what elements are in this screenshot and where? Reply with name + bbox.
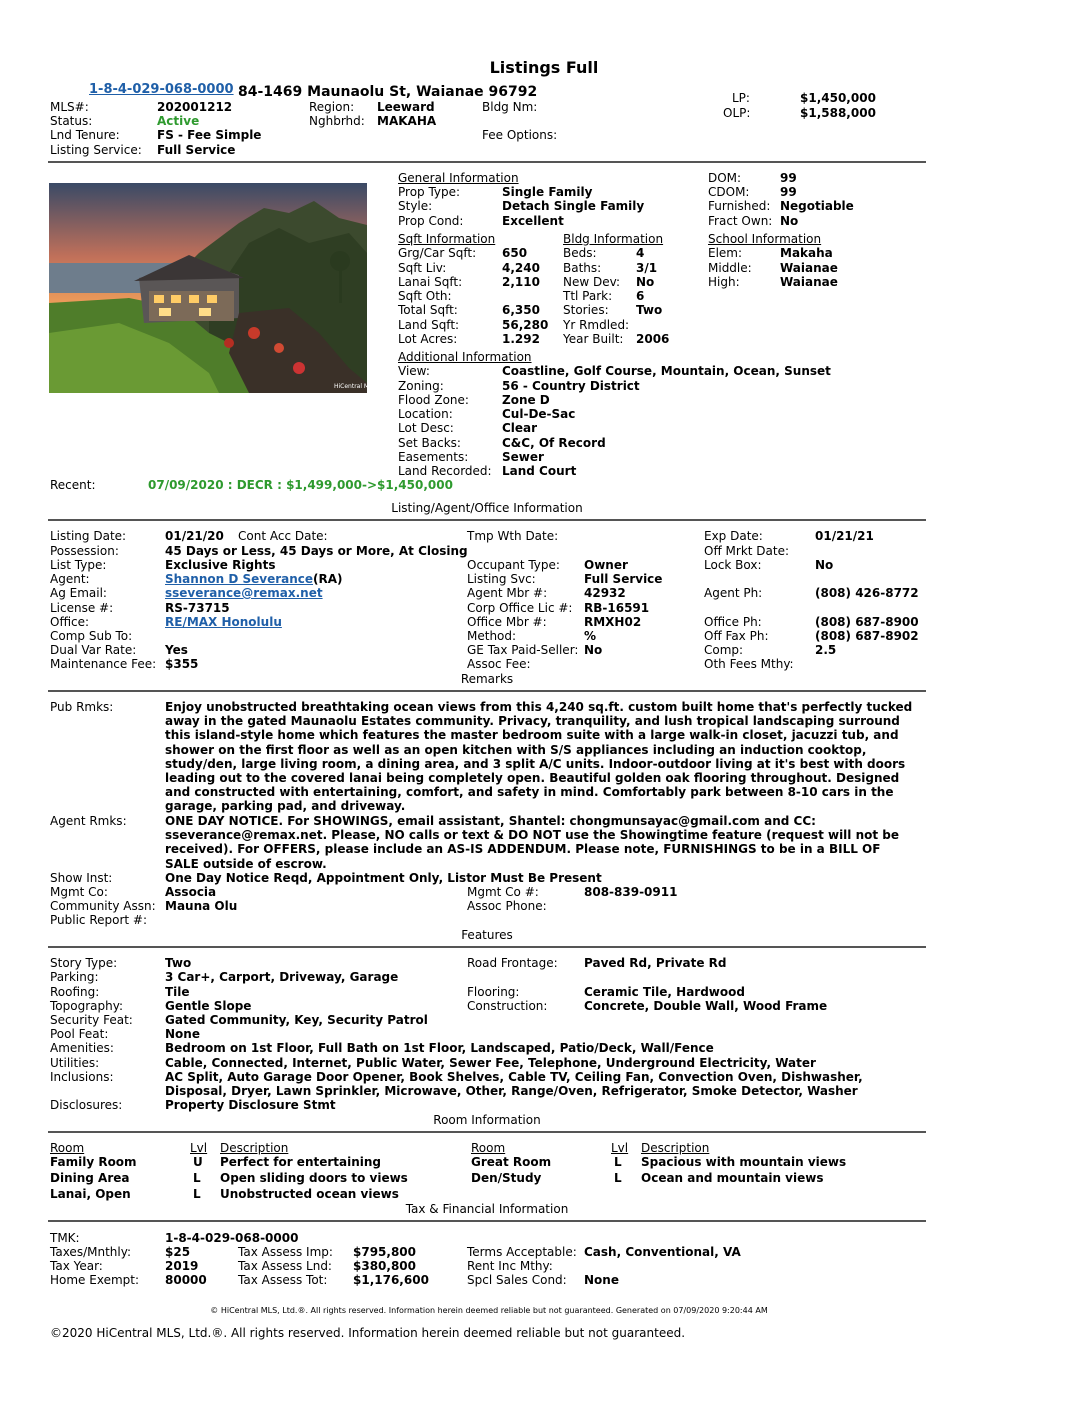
high-value: Waianae	[780, 275, 838, 289]
prop-cond-label: Prop Cond:	[398, 214, 464, 228]
general-heading: General Information	[398, 171, 519, 185]
flood-label: Flood Zone:	[398, 393, 469, 407]
fract-own-label: Fract Own:	[708, 214, 773, 228]
bldg-nm-label: Bldg Nm:	[482, 100, 538, 114]
zoning-label: Zoning:	[398, 379, 444, 393]
inclusions-value: AC Split, Auto Garage Door Opener, Book Shelves, Cable TV, Ceiling Fan, Convection Oven, Dishwasher, Disposal, Dryer, Lawn Sprinkler, Microwave, Other, Range/Oven, Refrigerator, Smoke Detector, Washer	[165, 1070, 863, 1099]
agent-mbr-value: 42932	[584, 586, 626, 600]
furnished-label: Furnished:	[708, 199, 771, 213]
office-ph-value: (808) 687-8900	[815, 615, 919, 629]
land-sqft-label: Land Sqft:	[398, 318, 460, 332]
new-dev-label: New Dev:	[563, 275, 621, 289]
mgmt-co-no-value: 808-839-0911	[584, 885, 678, 899]
lnd-tenure-value: FS - Fee Simple	[157, 128, 262, 142]
show-inst-label: Show Inst:	[50, 871, 113, 885]
possession-label: Possession:	[50, 544, 119, 558]
agent-link[interactable]: Shannon D Severance	[165, 572, 314, 586]
assess-tot-label: Tax Assess Tot:	[238, 1273, 328, 1287]
parking-label: Parking:	[50, 970, 99, 984]
furnished-value: Negotiable	[780, 199, 854, 213]
tax-year-value: 2019	[165, 1259, 199, 1273]
dom-value: 99	[780, 171, 797, 185]
rent-inc-label: Rent Inc Mthy:	[467, 1259, 553, 1273]
sqft-heading: Sqft Information	[398, 232, 496, 246]
fract-own-value: No	[780, 214, 799, 228]
office-ph-label: Office Ph:	[704, 615, 762, 629]
view-value: Coastline, Golf Course, Mountain, Ocean, Sunset	[502, 364, 831, 378]
room-name: Den/Study	[471, 1171, 542, 1185]
utilities-value: Cable, Connected, Internet, Public Water, Sewer Fee, Telephone, Underground Electricity, Water	[165, 1056, 816, 1070]
home-exempt-value: 80000	[165, 1273, 207, 1287]
mls-number: 202001212	[157, 100, 233, 114]
room-name: Lanai, Open	[50, 1187, 131, 1201]
divider	[48, 946, 926, 948]
maint-fee-value: $355	[165, 657, 199, 671]
listing-service-label: Listing Service:	[50, 143, 142, 157]
baths-value: 3/1	[636, 261, 658, 275]
office-mbr-value: RMXH02	[584, 615, 642, 629]
agent-mbr-label: Agent Mbr #:	[467, 586, 548, 600]
ge-tax-label: GE Tax Paid-Seller:	[467, 643, 579, 657]
photo-watermark: HiCentral MLS	[334, 383, 377, 390]
rooms-heading: Room Information	[433, 1113, 541, 1127]
recent-label: Recent:	[50, 478, 96, 492]
agent-label: Agent:	[50, 572, 90, 586]
listing-date-value: 01/21/20	[165, 529, 224, 543]
new-dev-value: No	[636, 275, 655, 289]
roofing-value: Tile	[165, 985, 190, 999]
stories-value: Two	[636, 303, 663, 317]
disclosures-value: Property Disclosure Stmt	[165, 1098, 336, 1112]
status-label: Status:	[50, 114, 93, 128]
prop-cond-value: Excellent	[502, 214, 564, 228]
assess-imp-label: Tax Assess Imp:	[238, 1245, 333, 1259]
community-value: Mauna Olu	[165, 899, 238, 913]
tmk-label: TMK:	[50, 1231, 80, 1245]
assess-lnd-value: $380,800	[353, 1259, 417, 1273]
story-type-value: Two	[165, 956, 192, 970]
lot-desc-label: Lot Desc:	[398, 421, 454, 435]
occupant-value: Owner	[584, 558, 628, 572]
easements-value: Sewer	[502, 450, 544, 464]
off-fax-value: (808) 687-8902	[815, 629, 919, 643]
dual-var-value: Yes	[165, 643, 188, 657]
home-exempt-label: Home Exempt:	[50, 1273, 140, 1287]
comp-value: 2.5	[815, 643, 837, 657]
divider	[48, 161, 926, 163]
land-sqft-value: 56,280	[502, 318, 549, 332]
location-label: Location:	[398, 407, 453, 421]
property-photo-image	[49, 183, 377, 393]
flooring-label: Flooring:	[467, 985, 520, 999]
land-recorded-value: Land Court	[502, 464, 577, 478]
lnd-tenure-label: Lnd Tenure:	[50, 128, 120, 142]
sqft-liv-value: 4,240	[502, 261, 540, 275]
pool-value: None	[165, 1027, 200, 1041]
page-title: Listings Full	[489, 58, 599, 77]
oth-fees-label: Oth Fees Mthy:	[704, 657, 794, 671]
middle-label: Middle:	[708, 261, 752, 275]
utilities-label: Utilities:	[50, 1056, 100, 1070]
dual-var-label: Dual Var Rate:	[50, 643, 137, 657]
assoc-fee-label: Assoc Fee:	[467, 657, 531, 671]
lanai-label: Lanai Sqft:	[398, 275, 463, 289]
dom-label: DOM:	[708, 171, 742, 185]
total-sqft-value: 6,350	[502, 303, 540, 317]
license-label: License #:	[50, 601, 114, 615]
security-label: Security Feat:	[50, 1013, 133, 1027]
room-description: Ocean and mountain views	[641, 1171, 824, 1185]
lot-desc-value: Clear	[502, 421, 538, 435]
office-label: Office:	[50, 615, 90, 629]
grg-label: Grg/Car Sqft:	[398, 246, 477, 260]
divider	[48, 519, 926, 521]
spcl-label: Spcl Sales Cond:	[467, 1273, 567, 1287]
olp-label: OLP:	[723, 106, 751, 120]
agent-rmks-label: Agent Rmks:	[50, 814, 127, 828]
ttl-park-value: 6	[636, 289, 645, 303]
taxes-value: $25	[165, 1245, 191, 1259]
comp-label: Comp:	[704, 643, 744, 657]
grg-value: 650	[502, 246, 528, 260]
flood-value: Zone D	[502, 393, 550, 407]
room-name: Dining Area	[50, 1171, 130, 1185]
lock-box-label: Lock Box:	[704, 558, 762, 572]
assess-tot-value: $1,176,600	[353, 1273, 429, 1287]
beds-label: Beds:	[563, 246, 597, 260]
security-value: Gated Community, Key, Security Patrol	[165, 1013, 428, 1027]
view-label: View:	[398, 364, 430, 378]
room-name: Family Room	[50, 1155, 137, 1169]
agent-ph-label: Agent Ph:	[704, 586, 763, 600]
tax-year-label: Tax Year:	[50, 1259, 103, 1273]
divider	[48, 1131, 926, 1133]
yr-rmdled-label: Yr Rmdled:	[563, 318, 630, 332]
cont-acc-label: Cont Acc Date:	[238, 529, 328, 543]
land-recorded-label: Land Recorded:	[398, 464, 492, 478]
road-frontage-label: Road Frontage:	[467, 956, 558, 970]
mgmt-co-no-label: Mgmt Co #:	[467, 885, 539, 899]
room-description: Open sliding doors to views	[220, 1171, 408, 1185]
comp-sub-label: Comp Sub To:	[50, 629, 133, 643]
office-mbr-label: Office Mbr #:	[467, 615, 547, 629]
mgmt-co-value: Associa	[165, 885, 217, 899]
corp-lic-label: Corp Office Lic #:	[467, 601, 573, 615]
location-value: Cul-De-Sac	[502, 407, 576, 421]
road-frontage-value: Paved Rd, Private Rd	[584, 956, 727, 970]
topography-label: Topography:	[50, 999, 123, 1013]
public-report-label: Public Report #:	[50, 913, 148, 927]
agent-suffix: (RA)	[313, 572, 343, 586]
amenities-value: Bedroom on 1st Floor, Full Bath on 1st Floor, Landscaped, Patio/Deck, Wall/Fence	[165, 1041, 714, 1055]
divider	[48, 690, 926, 692]
set-backs-label: Set Backs:	[398, 436, 461, 450]
room-level: L	[193, 1187, 201, 1201]
room-description: Spacious with mountain views	[641, 1155, 847, 1169]
exp-date-label: Exp Date:	[704, 529, 763, 543]
agent-email-link[interactable]: sseverance@remax.net	[165, 586, 323, 600]
room-col-header: Room	[50, 1141, 85, 1155]
pub-rmks-label: Pub Rmks:	[50, 700, 114, 714]
ge-tax-value: No	[584, 643, 603, 657]
prop-type-label: Prop Type:	[398, 185, 461, 199]
set-backs-value: C&C, Of Record	[502, 436, 606, 450]
disclosures-label: Disclosures:	[50, 1098, 123, 1112]
off-fax-label: Off Fax Ph:	[704, 629, 769, 643]
lot-acres-value: 1.292	[502, 332, 540, 346]
divider	[48, 1220, 926, 1222]
lvl-col-header: Lvl	[190, 1141, 208, 1155]
taxes-label: Taxes/Mnthly:	[50, 1245, 131, 1259]
room-level: L	[193, 1171, 201, 1185]
spcl-value: None	[584, 1273, 619, 1287]
elem-label: Elem:	[708, 246, 743, 260]
property-photo[interactable]	[49, 183, 377, 393]
room-col-header: Room	[471, 1141, 506, 1155]
assess-imp-value: $795,800	[353, 1245, 417, 1259]
fee-options-label: Fee Options:	[482, 128, 558, 142]
desc-col-header: Description	[220, 1141, 289, 1155]
listing-svc-label: Listing Svc:	[467, 572, 536, 586]
sqft-oth-label: Sqft Oth:	[398, 289, 452, 303]
parking-value: 3 Car+, Carport, Driveway, Garage	[165, 970, 399, 984]
list-type-value: Exclusive Rights	[165, 558, 276, 572]
stories-label: Stories:	[563, 303, 609, 317]
method-label: Method:	[467, 629, 517, 643]
style-value: Detach Single Family	[502, 199, 645, 213]
terms-label: Terms Acceptable:	[467, 1245, 577, 1259]
inclusions-label: Inclusions:	[50, 1070, 114, 1084]
footer-copyright: ©2020 HiCentral MLS, Ltd.®. All rights reserved. Information herein deemed reliable but not guaranteed.	[50, 1326, 686, 1340]
occupant-label: Occupant Type:	[467, 558, 560, 572]
public-remarks: Enjoy unobstructed breathtaking ocean views from this 4,240 sq.ft. custom built home that's perfectly tucked away in the gated Maunaolu Estates community. Privacy, tranquility, and lush tropical landscaping surround this island-style home which features the master bedroom suite with a large walk-in closet, jacuzzi tub, and shower on the first floor as well as an open kitchen with S/S appliances including an induction cooktop, study/den, large living room, a dining area, and 3 split A/C units. Indoor-outdoor living at it's best with doors leading out to the covered lanai being completely open. Beautiful golden oak flooring throughout. Designed and constructed with entertaining, comfort, and safety in mind. Comfortably park between 8-10 cars in the garage, parking pad, and driveway.	[165, 700, 913, 814]
show-inst-value: One Day Notice Reqd, Appointment Only, Listor Must Be Present	[165, 871, 602, 885]
desc-col-header: Description	[641, 1141, 710, 1155]
room-level: L	[614, 1171, 622, 1185]
year-built-label: Year Built:	[563, 332, 624, 346]
room-description: Perfect for entertaining	[220, 1155, 382, 1169]
room-description: Unobstructed ocean views	[220, 1187, 399, 1201]
roofing-label: Roofing:	[50, 985, 100, 999]
assess-lnd-label: Tax Assess Lnd:	[238, 1259, 332, 1273]
possession-value: 45 Days or Less, 45 Days or More, At Closing	[165, 544, 468, 558]
lanai-value: 2,110	[502, 275, 540, 289]
sqft-liv-label: Sqft Liv:	[398, 261, 447, 275]
features-heading: Features	[461, 928, 513, 942]
baths-label: Baths:	[563, 261, 602, 275]
maint-fee-label: Maintenance Fee:	[50, 657, 157, 671]
agent-section-heading: Listing/Agent/Office Information	[391, 501, 583, 515]
amenities-label: Amenities:	[50, 1041, 114, 1055]
mgmt-co-label: Mgmt Co:	[50, 885, 108, 899]
agent-value-wrap	[165, 572, 343, 586]
tmp-wth-label: Tmp Wth Date:	[467, 529, 559, 543]
lock-box-value: No	[815, 558, 834, 572]
listing-address: 84-1469 Maunaolu St, Waianae 96792	[238, 84, 538, 100]
prop-type-value: Single Family	[502, 185, 593, 199]
recent-value: 07/09/2020 : DECR : $1,499,000->$1,450,000	[148, 478, 453, 492]
region-value: Leeward	[377, 100, 435, 114]
off-mrkt-label: Off Mrkt Date:	[704, 544, 790, 558]
status-value: Active	[157, 114, 200, 128]
ttl-park-label: Ttl Park:	[563, 289, 613, 303]
school-heading: School Information	[708, 232, 822, 246]
beds-value: 4	[636, 246, 645, 260]
exp-date-value: 01/21/21	[815, 529, 874, 543]
high-label: High:	[708, 275, 740, 289]
lp-label: LP:	[732, 91, 750, 105]
year-built-value: 2006	[636, 332, 670, 346]
office-link[interactable]: RE/MAX Honolulu	[165, 615, 282, 629]
room-level: U	[193, 1155, 203, 1169]
zoning-value: 56 - Country District	[502, 379, 640, 393]
total-sqft-label: Total Sqft:	[398, 303, 458, 317]
community-label: Community Assn:	[50, 899, 156, 913]
additional-heading: Additional Information	[398, 350, 532, 364]
lp-value: $1,450,000	[800, 91, 876, 105]
corp-lic-value: RB-16591	[584, 601, 650, 615]
room-level: L	[614, 1155, 622, 1169]
elem-value: Makaha	[780, 246, 833, 260]
style-label: Style:	[398, 199, 433, 213]
method-value: %	[584, 629, 597, 643]
lvl-col-header: Lvl	[611, 1141, 629, 1155]
mls-label: MLS#:	[50, 100, 89, 114]
construction-label: Construction:	[467, 999, 548, 1013]
listing-date-label: Listing Date:	[50, 529, 127, 543]
agent-ph-value: (808) 426-8772	[815, 586, 919, 600]
listing-svc-value: Full Service	[584, 572, 663, 586]
footer-fine-print: © HiCentral MLS, Ltd.®. All rights reserved. Information herein deemed reliable but not guaranteed. Generated on 07/09/2020 9:20:44 AM	[210, 1306, 768, 1315]
terms-value: Cash, Conventional, VA	[584, 1245, 741, 1259]
cdom-label: CDOM:	[708, 185, 750, 199]
agent-remarks: ONE DAY NOTICE. For SHOWINGS, email assistant, Shantel: chongmunsayac@gmail.com and CC: sseverance@remax.net. Please, NO calls or text & DO NOT use the Showingtime feature (request will not be received). For OFFERS, please include an AS-IS ADDENDUM. Please note, FURNISHINGS to be in a BILL OF SALE outside of escrow.	[165, 814, 900, 871]
nghbrhd-value: MAKAHA	[377, 114, 437, 128]
cdom-value: 99	[780, 185, 797, 199]
middle-value: Waianae	[780, 261, 838, 275]
easements-label: Easements:	[398, 450, 469, 464]
tmk-link[interactable]: 1-8-4-029-068-0000	[89, 82, 234, 97]
room-name: Great Room	[471, 1155, 552, 1169]
tax-heading: Tax & Financial Information	[405, 1202, 569, 1216]
olp-value: $1,588,000	[800, 106, 876, 120]
license-value: RS-73715	[165, 601, 230, 615]
listing-service-value: Full Service	[157, 143, 236, 157]
tmk-value: 1-8-4-029-068-0000	[165, 1231, 299, 1245]
remarks-heading: Remarks	[460, 672, 514, 686]
bldg-heading: Bldg Information	[563, 232, 664, 246]
construction-value: Concrete, Double Wall, Wood Frame	[584, 999, 828, 1013]
topography-value: Gentle Slope	[165, 999, 252, 1013]
region-label: Region:	[309, 100, 355, 114]
story-type-label: Story Type:	[50, 956, 118, 970]
flooring-value: Ceramic Tile, Hardwood	[584, 985, 745, 999]
pool-label: Pool Feat:	[50, 1027, 109, 1041]
assoc-phone-label: Assoc Phone:	[467, 899, 547, 913]
lot-acres-label: Lot Acres:	[398, 332, 458, 346]
list-type-label: List Type:	[50, 558, 107, 572]
nghbrhd-label: Nghbrhd:	[309, 114, 365, 128]
ag-email-label: Ag Email:	[50, 586, 107, 600]
